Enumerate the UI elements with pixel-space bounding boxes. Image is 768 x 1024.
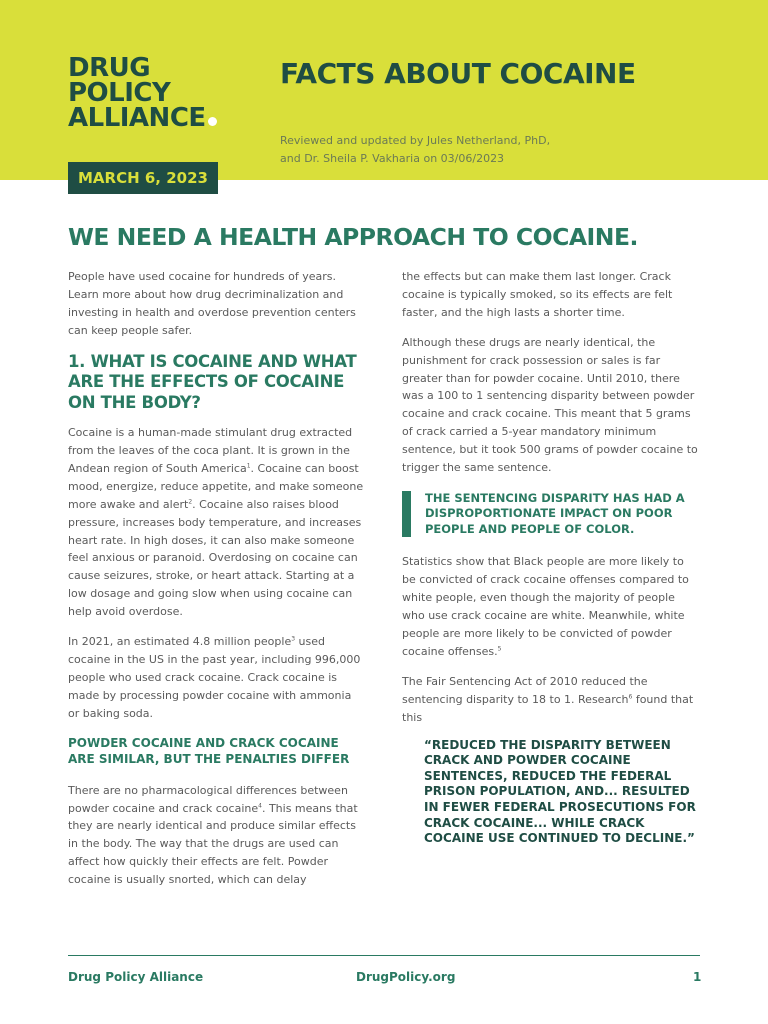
- footer-url-link[interactable]: DrugPolicy.org: [356, 970, 456, 984]
- header-band: [0, 0, 768, 180]
- callout-bar: [402, 491, 411, 538]
- reviewed-line-2: and Dr. Sheila P. Vakharia on 03/06/2023: [280, 152, 505, 165]
- fair-sentencing-paragraph: The Fair Sentencing Act of 2010 reduced the sentencing disparity to 18 to 1. Research$^6$ found that this: [402, 674, 694, 724]
- cocaine-definition-paragraph: Cocaine is a human-made stimulant drug extracted from the leaves of the coca plant. It is grown in the Andean region of South America$^1$. Cocaine can boost mood, energize, reduce appetite, and make someone more awake and alert$^2$. Cocaine also raises blood pressure, increases body temperature, and increases heart rate. In high doses, it can also make someone feel anxious or paranoid. Overdosing on cocaine can cause seizures, stroke, or heart attack. Starting at a low dosage and going slow when using cocaine can help avoid overdose.: [68, 426, 364, 619]
- usage-stats-paragraph: In 2021, an estimated 4.8 million people$^3$ used cocaine in the US in the past year, including 996,000 people who used crack cocaine. Crack cocaine is made by processing powder cocaine with ammonia or baking soda.: [68, 635, 361, 720]
- pull-quote: “REDUCED THE DISPARITY BETWEEN CRACK AND POWDER COCAINE SENTENCES, REDUCED THE FEDERAL PRISON POPULATION, AND... RESULTED IN FEWER FEDERAL PROSECUTIONS FOR CRACK COCAINE... WHILE CRACK COCAINE USE CONTINUED TO DECLINE.”: [424, 737, 696, 846]
- reviewed-line-1: Reviewed and updated by Jules Netherland, PhD,: [280, 134, 551, 147]
- logo-line-1: DRUG: [68, 53, 151, 83]
- footer-org-name: Drug Policy Alliance: [68, 970, 204, 984]
- footnote-ref: 6: [628, 693, 633, 701]
- section-title: WHAT IS COCAINE AND WHAT ARE THE EFFECTS OF COCAINE ON THE BODY?: [68, 351, 357, 412]
- footnote-ref: 5: [497, 645, 502, 653]
- callout-text: THE SENTENCING DISPARITY HAS HAD A DISPROPORTIONATE IMPACT ON POOR PEOPLE AND PEOPLE OF COLOR.: [425, 490, 685, 536]
- statistics-paragraph: Statistics show that Black people are more likely to be convicted of crack cocaine offenses compared to white people, even though the majority of people who use crack cocaine are white. Meanwhile, white people are more likely to be convicted of powder cocaine offenses.$^5$: [402, 555, 689, 658]
- footer-divider: [68, 955, 700, 956]
- footnote-ref: 2: [188, 498, 193, 506]
- document-title: FACTS ABOUT COCAINE: [280, 57, 636, 90]
- powder-vs-crack-subheading: POWDER COCAINE AND CRACK COCAINE ARE SIMILAR, BUT THE PENALTIES DIFFER: [68, 735, 350, 766]
- section-1-heading: [68, 352, 366, 414]
- section-number: 1.: [68, 351, 86, 371]
- main-heading: WE NEED A HEALTH APPROACH TO COCAINE.: [68, 223, 638, 251]
- right-column: [402, 268, 700, 847]
- date-badge: MARCH 6, 2023: [68, 162, 218, 194]
- effects-continuation-paragraph: the effects but can make them last longer. Crack cocaine is typically smoked, so its effects are felt faster, and the high lasts a shorter time.: [402, 270, 673, 319]
- footnote-ref: 1: [246, 462, 251, 470]
- sentencing-paragraph: Although these drugs are nearly identical, the punishment for crack possession or sales is far greater than for powder cocaine. Until 2010, there was a 100 to 1 sentencing disparity between powder cocaine and crack cocaine. This meant that 5 grams of crack carried a 5-year mandatory minimum sentence, but it took 500 grams of powder cocaine to trigger the same sentence.: [402, 335, 698, 475]
- logo-line-3: ALLIANCE: [68, 106, 217, 131]
- footnote-ref: 4: [258, 801, 262, 809]
- logo-dot-icon: [208, 117, 217, 126]
- dpa-logo: [68, 53, 217, 133]
- left-column: [68, 268, 366, 900]
- logo-line-2: POLICY: [68, 78, 171, 108]
- footnote-ref: 3: [291, 635, 296, 643]
- intro-paragraph: People have used cocaine for hundreds of years. Learn more about how drug decriminalization and investing in health and overdose prevention centers can keep people safer.: [68, 270, 356, 337]
- callout-box: [402, 491, 700, 538]
- page-number: 1: [693, 970, 702, 984]
- reviewed-by-line: [280, 132, 550, 168]
- pharmacology-paragraph: There are no pharmacological differences between powder cocaine and crack cocaine$^4$. This means that they are nearly identical and produce similar effects in the body. The way that the drugs are used can affect how quickly their effects are felt. Powder cocaine is usually snorted, which can delay: [68, 783, 358, 887]
